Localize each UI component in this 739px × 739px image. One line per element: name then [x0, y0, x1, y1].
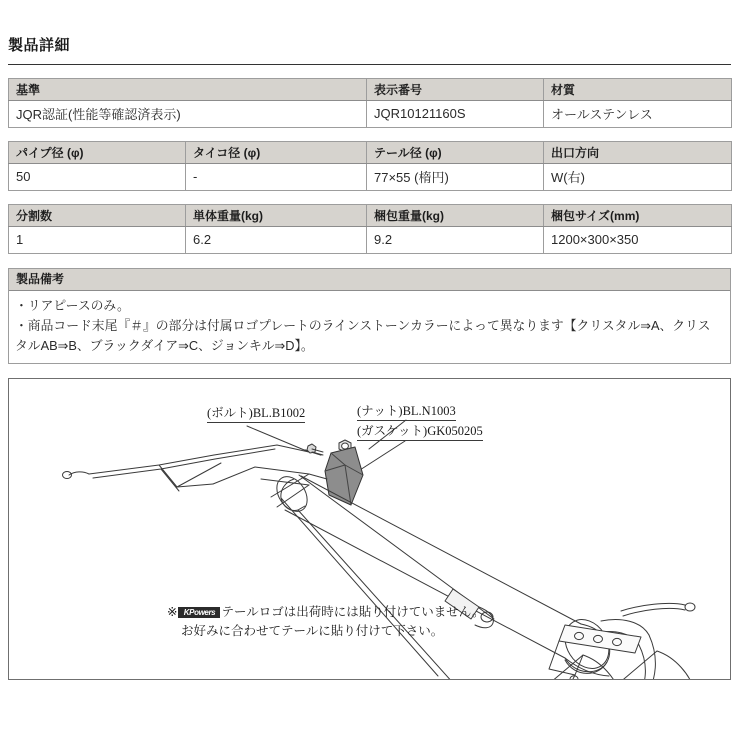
table-header-row [9, 78, 732, 100]
cell-tail-diameter: 77×55 (楕円) [367, 163, 544, 190]
column-header-drum-diameter: タイコ径 (φ) [186, 141, 367, 163]
cell-unit-weight: 6.2 [186, 226, 367, 253]
remarks-body [9, 291, 730, 364]
column-header-pipe-diameter: パイプ径 (φ) [9, 141, 186, 163]
cell-package-size: 1200×300×350 [544, 226, 732, 253]
footnote-prefix-mark: ※ [167, 605, 178, 620]
certification-table [8, 78, 732, 128]
table-header-row [9, 141, 732, 163]
cell-pipe-diameter: 50 [9, 163, 186, 190]
column-header-tail-diameter: テール径 (φ) [367, 141, 544, 163]
column-header-unit-weight: 単体重量(kg) [186, 204, 367, 226]
table-row [9, 226, 732, 253]
tail-pipes [518, 625, 695, 679]
remarks-line-1: ・リアピースのみ。 [15, 297, 130, 313]
cell-standard: JQR認証(性能等確認済表示) [9, 100, 367, 127]
brand-logo-icon: KPowers [178, 607, 220, 618]
product-remarks [8, 268, 731, 365]
page-title: 製品詳細 [8, 37, 71, 54]
footnote-line-1 [167, 603, 485, 622]
table-row [9, 163, 732, 190]
column-header-split-count: 分割数 [9, 204, 186, 226]
column-header-package-size: 梱包サイズ(mm) [544, 204, 732, 226]
cell-display-no: JQR10121160S [367, 100, 544, 127]
cell-drum-diameter: - [186, 163, 367, 190]
footnote-line-2: お好みに合わせてテールに貼り付けて下さい。 [181, 623, 444, 638]
remarks-line-2: ・商品コード末尾『＃』の部分は付属ロゴプレートのラインストーンカラーによって異なります【クリスタル⇒A、クリス [15, 317, 711, 333]
table-header-row [9, 204, 732, 226]
title-divider [8, 64, 731, 65]
dimensions-table [8, 141, 732, 191]
callout-gasket-label: (ガスケット)GK050205 [357, 424, 483, 440]
gasket-flange [325, 447, 363, 505]
remarks-line-3: タルAB⇒B、ブラックダイア⇒C、ジョンキル⇒D】。 [15, 337, 314, 353]
footnote-line-1-text: テールロゴは出荷時には貼り付けていません。 [221, 605, 485, 620]
cell-outlet-direction: W(右) [544, 163, 732, 190]
column-header-material: 材質 [544, 78, 732, 100]
column-header-standard: 基準 [9, 78, 367, 100]
column-header-outlet-direction: 出口方向 [544, 141, 732, 163]
tail-bracket-plate [559, 625, 641, 653]
column-header-display-no: 表示番号 [367, 78, 544, 100]
muffler-body [271, 471, 618, 679]
weight-table [8, 204, 732, 254]
cell-split-count: 1 [9, 226, 186, 253]
callout-bolt-label: (ボルト)BL.B1002 [207, 406, 305, 422]
column-header-package-weight: 梱包重量(kg) [367, 204, 544, 226]
cell-package-weight: 9.2 [367, 226, 544, 253]
product-diagram-panel [8, 378, 731, 680]
diagram-footnote [167, 603, 485, 641]
cell-material: オールステンレス [544, 100, 732, 127]
remarks-header: 製品備考 [9, 269, 730, 291]
table-row [9, 100, 732, 127]
callout-nut-label: (ナット)BL.N1003 [357, 404, 456, 420]
